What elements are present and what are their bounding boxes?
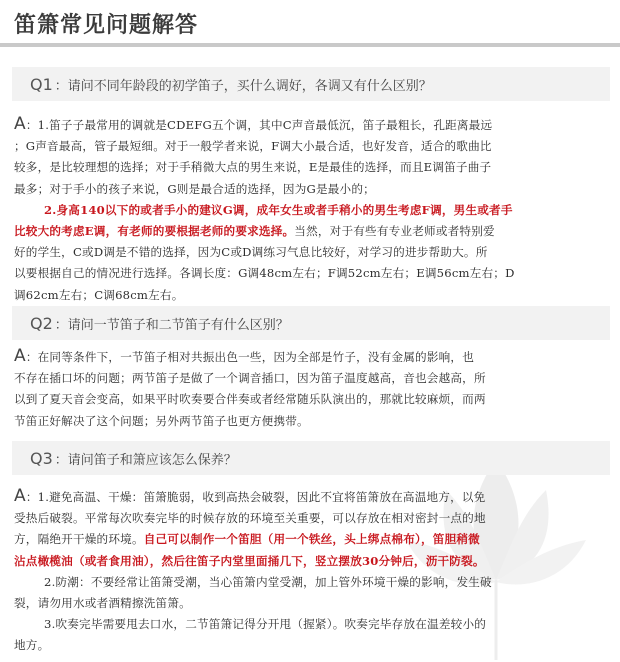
q2-question-text: ：请问一节笛子和二节笛子有什么区别？ [54, 318, 289, 333]
q2-label: Q2 [30, 314, 53, 333]
q1-highlight-line: 2.身高140以下的或者手小的建议G调，成年女生或者手稍小的男生考虑F调，男生或者手 [44, 202, 513, 217]
title-divider [0, 43, 620, 47]
q3-text: 方，隔绝开干燥的环境。 [14, 532, 144, 547]
q1-answer-line [14, 221, 606, 242]
q1-answer [14, 114, 606, 306]
q2-text: ：在同等条件下，一节笛子相对共振出色一些，因为全部是竹子，没有金属的影响，也 [25, 350, 475, 364]
q1-answer-label: A [14, 114, 26, 134]
q3-answer-line: 受热后破裂。平常每次吹奏完毕的时候存放的环境至关重要，可以存放在相对密封一点的地 [14, 511, 486, 526]
page-title: 笛箫常见问题解答 [14, 13, 199, 38]
q1-question-bar [12, 67, 610, 101]
q1-answer-line: 调62cm左右；C调68cm左右。 [14, 287, 184, 302]
q1-highlight-text: 比较大的考虑E调，有老师的要根据老师的要求选择。 [14, 224, 295, 239]
q1-answer-line: 最多；对于手小的孩子来说，G则是最合适的选择，因为G是最小的； [14, 181, 375, 196]
q3-text: ：1.避免高温、干燥：笛箫脆弱，收到高热会破裂，因此不宜将笛箫放在高温地方，以免 [25, 490, 486, 504]
q3-answer-line: 2.防潮：不要经常让笛箫受潮，当心笛箫内堂受潮，加上管外环境干燥的影响，发生破 [44, 574, 492, 589]
q2-answer-label: A [14, 346, 26, 366]
q3-answer-line: 地方。 [14, 638, 50, 653]
q1-text: ：1.笛子子最常用的调就是CDEFG五个调，其中C声音最低沉，笛子最粗长，孔距离最远 [25, 118, 493, 132]
q1-answer-line [14, 114, 606, 136]
q1-answer-line: ；G声音最高，管子最短细。对于一般学者来说，F调大小最合适，也好发音，适合的歌曲比 [14, 139, 492, 154]
q3-answer-line: 3.吹奏完毕需要甩去口水，二节笛箫记得分开甩（握紧）。吹奏完毕存放在温差较小的 [44, 617, 487, 632]
q1-question [30, 75, 432, 94]
q2-question-bar [12, 306, 610, 340]
q1-text: 当然，对于有些有专业老师或者特别爱 [294, 224, 495, 239]
q3-highlight-text: 自己可以制作一个笛胆（用一个铁丝，头上绑点棉布），笛胆稍微 [143, 532, 480, 547]
q3-question-bar [12, 441, 610, 475]
q2-answer-line [14, 346, 606, 368]
q3-label: Q3 [30, 449, 53, 468]
q3-highlight-line: 沾点橄榄油（或者食用油），然后往笛子内堂里面捅几下，竖立摆放30分钟后，沥干防裂。 [14, 553, 485, 568]
q1-question-text: ：请问不同年龄段的初学笛子，买什么调好，各调又有什么区别？ [54, 79, 432, 94]
q2-question [30, 314, 289, 333]
q3-answer [14, 486, 606, 657]
q1-label: Q1 [30, 75, 53, 94]
q1-answer-line: 好的学生，C或D调是不错的选择，因为C或D调练习气息比较好，对学习的进步帮助大。所 [14, 245, 488, 260]
q1-answer-line: 较多，是比较理想的选择；对于手稍微大点的男生来说，E是最佳的选择，而且E调笛子曲子 [14, 160, 492, 175]
q3-question-text: ：请问笛子和箫应该怎么保养？ [54, 453, 237, 468]
q3-answer-line [14, 529, 606, 550]
q2-answer-line: 不存在插口坏的问题；两节笛子是做了一个调音插口，因为笛子温度越高，音也会越高，所 [14, 371, 486, 386]
q2-answer-line: 以到了夏天音会变高，如果平时吹奏要合伴奏或者经常随乐队演出的，那就比较麻烦，而两 [14, 392, 486, 407]
q2-answer-line: 节笛正好解决了这个问题；另外两节笛子也更方便携带。 [14, 413, 309, 428]
q3-question [30, 449, 237, 468]
q3-answer-label: A [14, 486, 26, 506]
q3-answer-line [14, 486, 606, 508]
q3-answer-line: 裂，请勿用水或者酒精擦洗笛箫。 [14, 596, 191, 611]
q1-answer-line: 以要根据自己的情况进行选择。各调长度：G调48cm左右；F调52cm左右；E调56cm左右；D [14, 266, 515, 281]
q2-answer [14, 346, 606, 432]
